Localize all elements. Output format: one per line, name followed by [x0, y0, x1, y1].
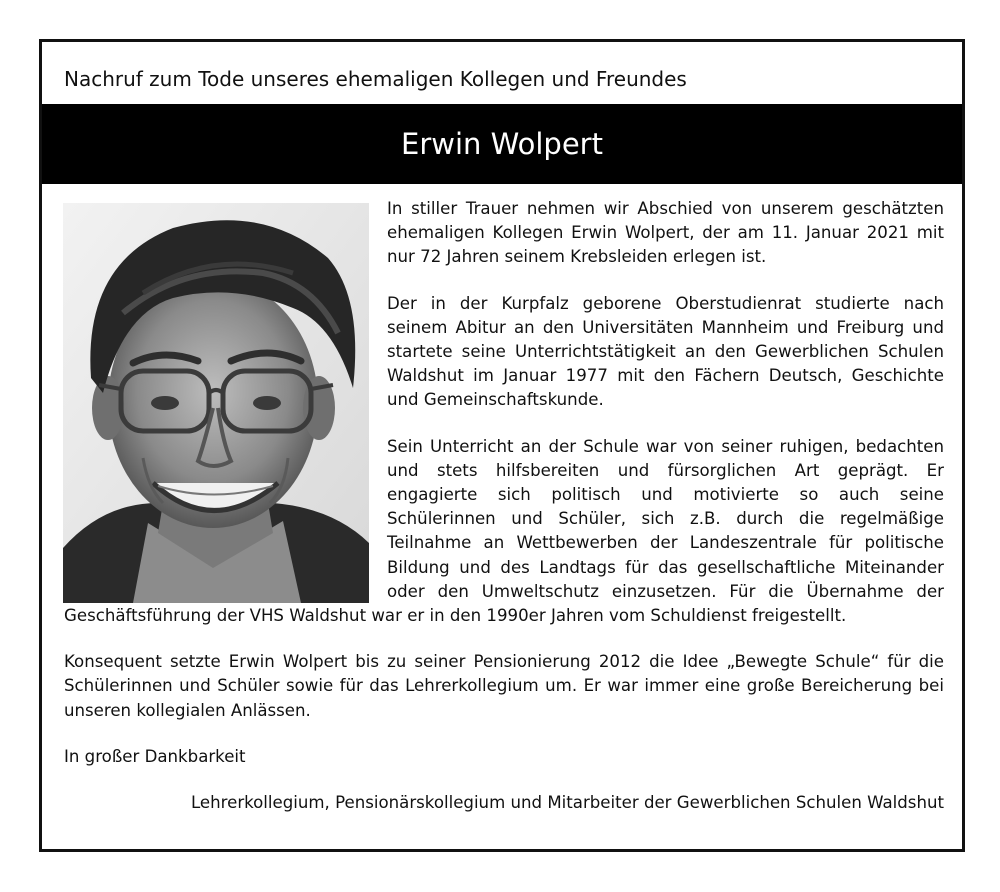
paragraph-2: Der in der Kurpfalz geborene Oberstudienrat studierte nach seinem Abitur an den Universitäten Mannheim und Freiburg und startete seine Unterrichtstätigkeit an den Gewerblichen Schulen Waldshut im Januar 1977 mit den Fächern Deutsch, Geschichte und Gemeinschaftskunde.	[387, 293, 944, 410]
paragraph-4: Konsequent setzte Erwin Wolpert bis zu seiner Pensionierung 2012 die Idee „Bewegte Schule“ für die Schülerinnen und Schüler sowie für das Lehrerkollegium um. Er war immer eine große Bereicherung bei unseren kollegialen Anlässen.	[64, 652, 944, 720]
deceased-name: Erwin Wolpert	[401, 127, 603, 161]
paragraph-3: Sein Unterricht an der Schule war von seiner ruhigen, bedachten und stets hilfsbereiten und fürsorglichen Art geprägt. Er engagierte sich politisch und motivierte so auch seine Schülerinnen und Schüler, sich z.B. durch die regelmäßige Teilnahme an Wettbewerben der Landeszentrale für politische Bildung und des Landtags für das gesellschaftliche Miteinander oder den Umweltschutz einzusetzen. Für die Übernahme der Geschäftsführung der VHS Waldshut war er in den 1990er Jahren vom Schuldienst freigestellt.	[64, 436, 944, 626]
photo-spacer	[64, 197, 387, 604]
paragraph-1: In stiller Trauer nehmen wir Abschied von unserem geschätzten ehemaligen Kollegen Erwin Wolpert, der am 11. Januar 2021 mit nur 72 Jahren seinem Krebsleiden erlegen ist.	[387, 199, 944, 267]
obituary-notice	[39, 39, 965, 852]
notice-body	[64, 197, 944, 837]
name-banner	[42, 104, 962, 184]
signature-line: Lehrerkollegium, Pensionärskollegium und Mitarbeiter der Gewerblichen Schulen Waldshut	[190, 793, 944, 813]
notice-heading: Nachruf zum Tode unseres ehemaligen Kollegen und Freundes	[64, 67, 687, 91]
closing-line: In großer Dankbarkeit	[64, 746, 246, 766]
